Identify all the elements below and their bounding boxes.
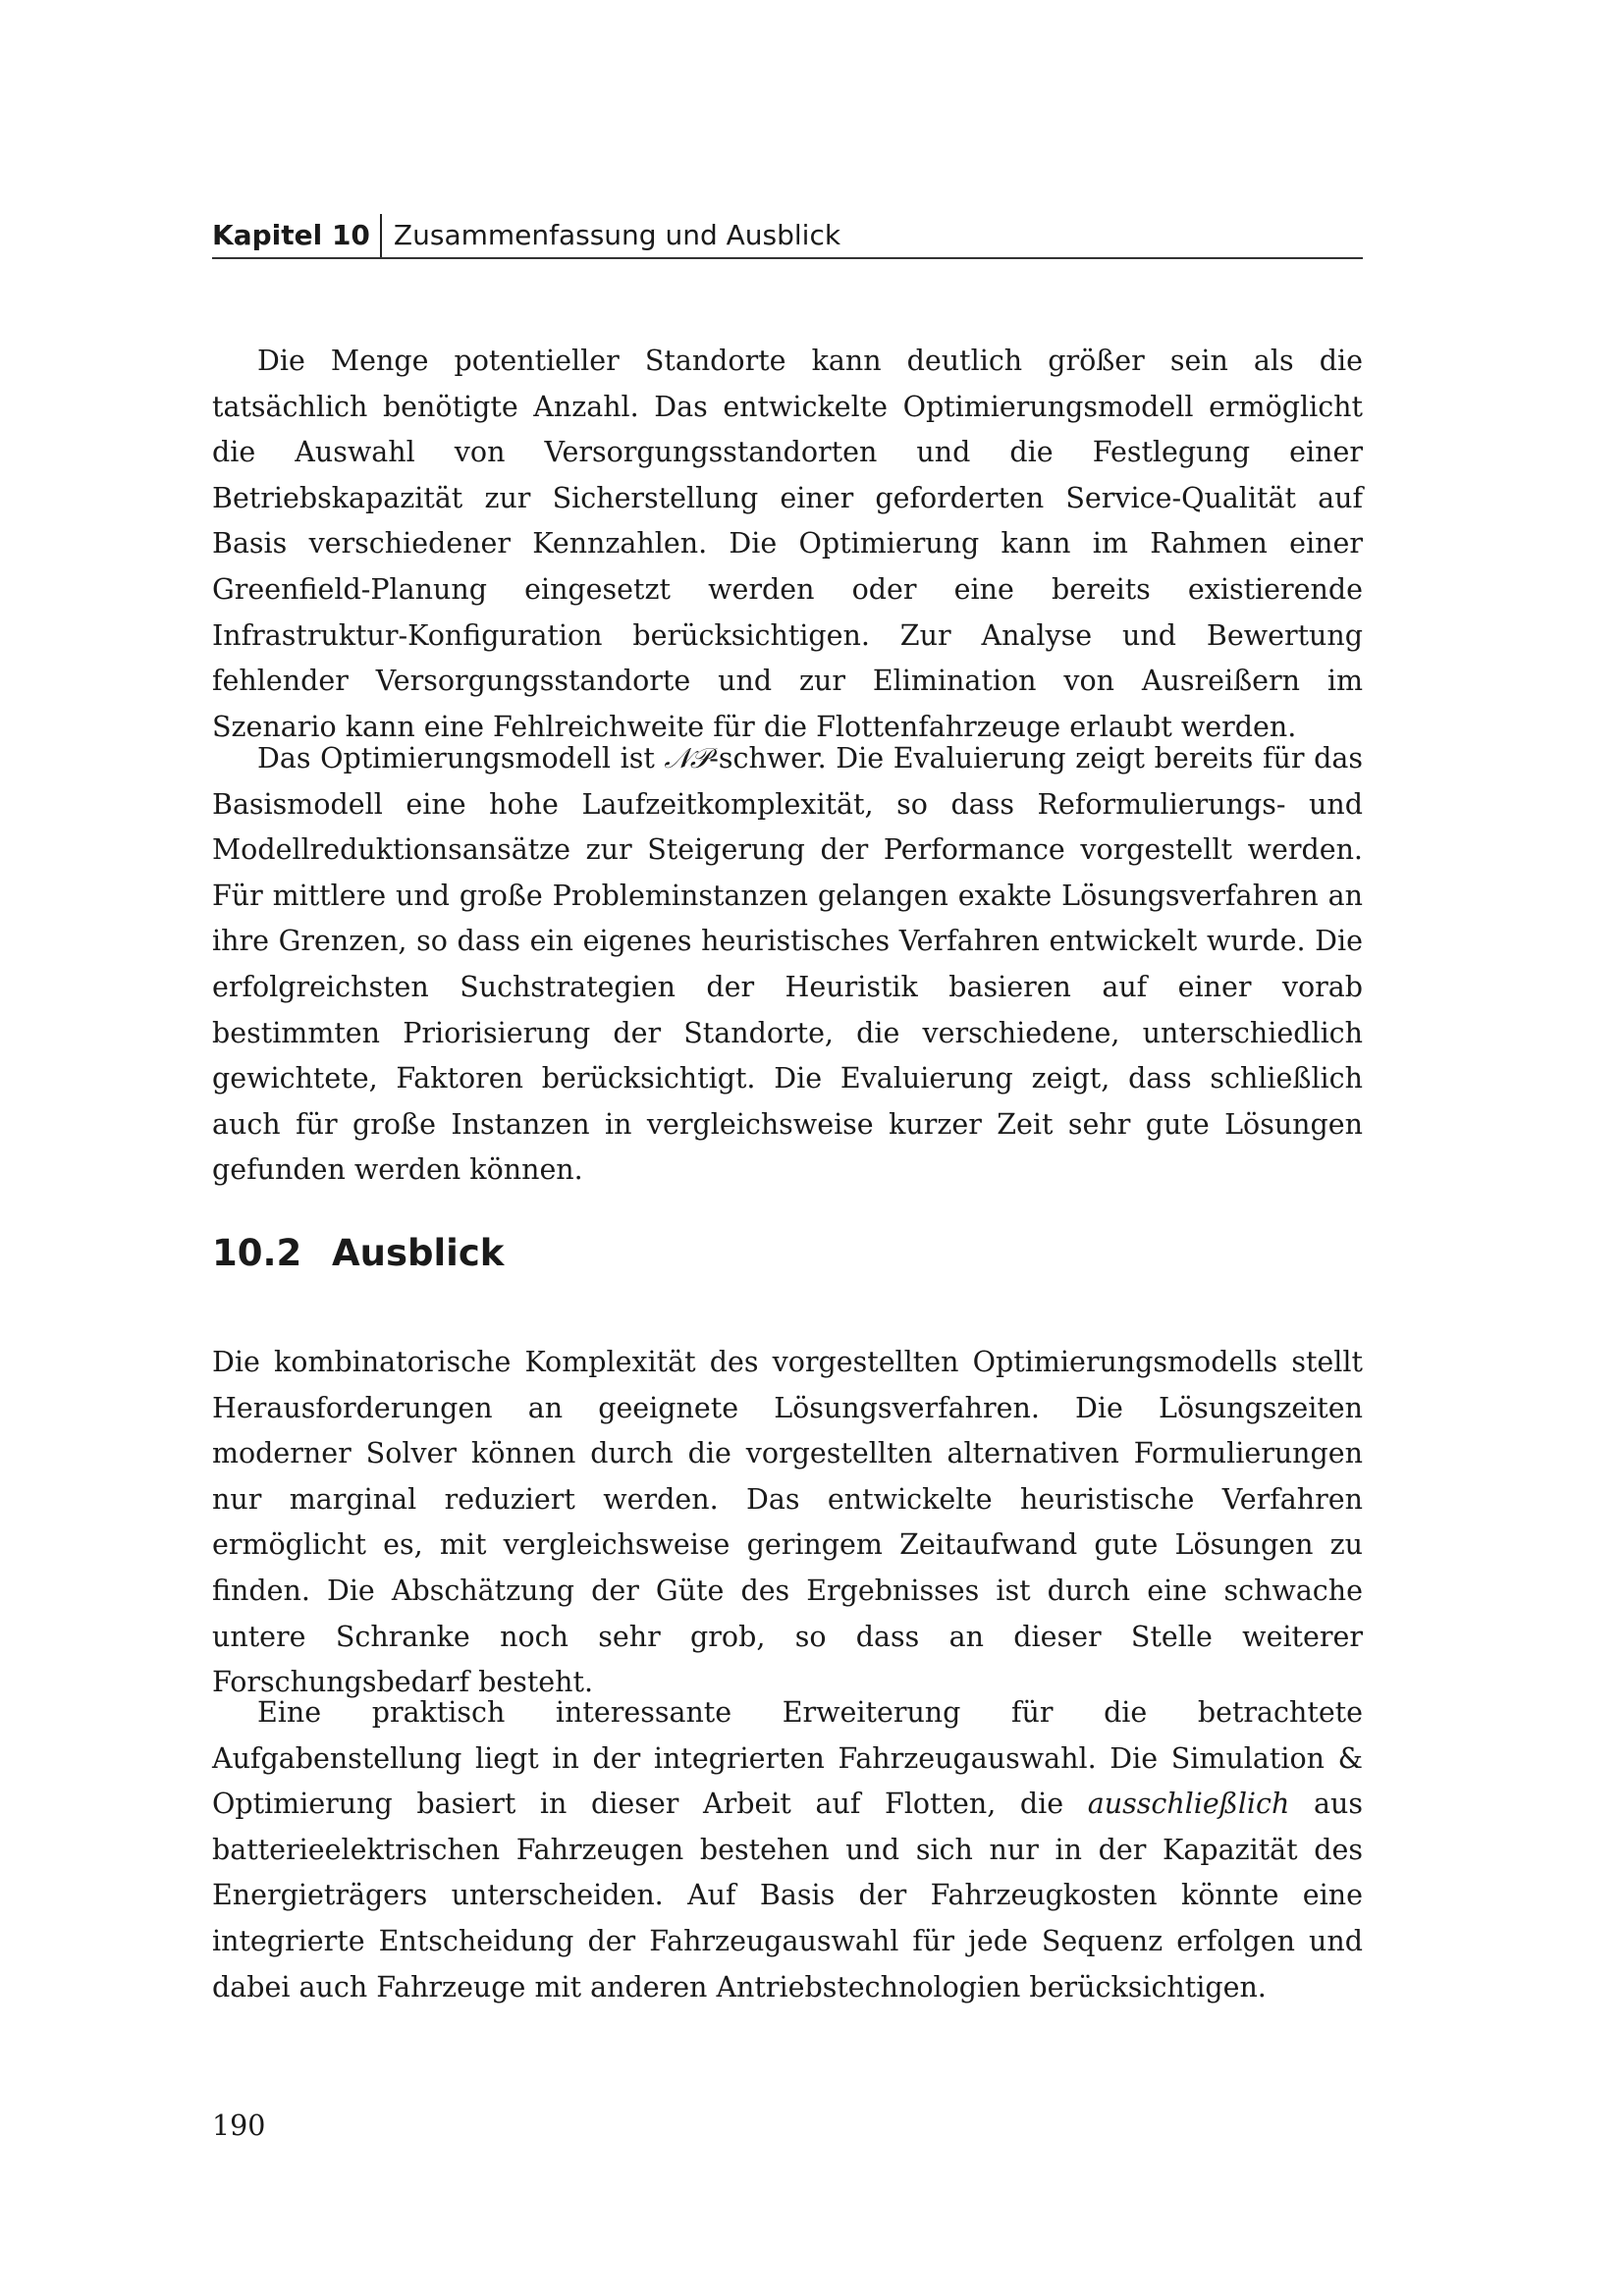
paragraph-locations: Die Menge potentieller Standorte kann deutlich größer sein als die tatsächlich benötigte Anzahl. Das entwickelte Optimierungsmodell ermöglicht die Auswahl von Versorgungsstandorten und die Festlegung einer Betriebskapazität zur Sicherstellung einer geforderten Service-Qualität auf Basis verschiedener Kennzahlen. Die Optimierung kann im Rahmen einer Greenfield-Planung eingesetzt werden oder eine bereits existierende Infrastruktur-Konfiguration berücksichtigen. Zur Analyse und Bewertung fehlender Versorgungsstandorte und zur Elimination von Ausreißern im Szenario kann eine Fehlreichweite für die Flottenfahrzeuge erlaubt werden.: [212, 345, 1363, 743]
paragraph-complexity-start: Das Optimierungsmodell ist: [257, 742, 665, 774]
chapter-label: Kapitel 10: [212, 214, 382, 257]
section-number: 10.2: [212, 1232, 302, 1274]
paragraph-vehicles-start: Eine praktisch interessante Erweiterung für die betrachtete Aufgabenstellung liegt in der integrierten Fahrzeugauswahl. Die Simulation & Optimierung basiert in dieser Arbeit auf Flotten, die: [212, 1696, 1363, 1821]
paragraph-complexity: [212, 736, 1363, 1194]
paragraph-outlook-vehicles: [212, 1690, 1363, 2010]
paragraph-vehicles-rest: aus batterieelektrischen Fahrzeugen bestehen und sich nur in der Kapazität des Energieträgers unterscheiden. Auf Basis der Fahrzeugkosten könnte eine integrierte Entscheidung der Fahrzeugauswahl für jede Sequenz erfolgen und dabei auch Fahrzeuge mit anderen Antriebstechnologien berücksichtigen.: [212, 1788, 1363, 2003]
np-symbol: 𝒩𝒫: [664, 742, 710, 774]
running-header: [212, 214, 1363, 259]
paragraph-outlook-solvers: Die kombinatorische Komplexität des vorgestellten Optimierungsmodells stellt Herausforderungen an geeignete Lösungsverfahren. Die Lösungszeiten moderner Solver können durch die vorgestellten alternativen Formulierungen nur marginal reduziert werden. Das entwickelte heuristische Verfahren ermöglicht es, mit vergleichsweise geringem Zeitaufwand gute Lösungen zu finden. Die Abschätzung der Güte des Ergebnisses ist durch eine schwache untere Schranke noch sehr grob, so dass an dieser Stelle weiterer Forschungsbedarf besteht.: [212, 1346, 1363, 1699]
chapter-title: Zusammenfassung und Ausblick: [393, 219, 841, 251]
emphasis-text: ausschließlich: [1087, 1788, 1290, 1821]
paragraph-complexity-rest: -schwer. Die Evaluierung zeigt bereits für das Basismodell eine hohe Laufzeitkomplexität, so dass Reformulierungs- und Modellreduktionsansätze zur Steigerung der Performance vorgestellt werden. Für mittlere und große Probleminstanzen gelangen exakte Lösungsverfahren an ihre Grenzen, so dass ein eigenes heuristisches Verfahren entwickelt wurde. Die erfolgreichsten Suchstrategien der Heuristik basieren auf einer vorab bestimmten Priorisierung der Standorte, die verschiedene, unterschiedlich gewichtete, Faktoren berücksichtigt. Die Evaluierung zeigt, dass schließlich auch für große Instanzen in vergleichsweise kurzer Zeit sehr gute Lösungen gefunden werden können.: [212, 742, 1363, 1187]
section-title: Ausblick: [332, 1232, 505, 1274]
section-heading: [212, 1229, 504, 1278]
page-number: 190: [212, 2109, 266, 2142]
